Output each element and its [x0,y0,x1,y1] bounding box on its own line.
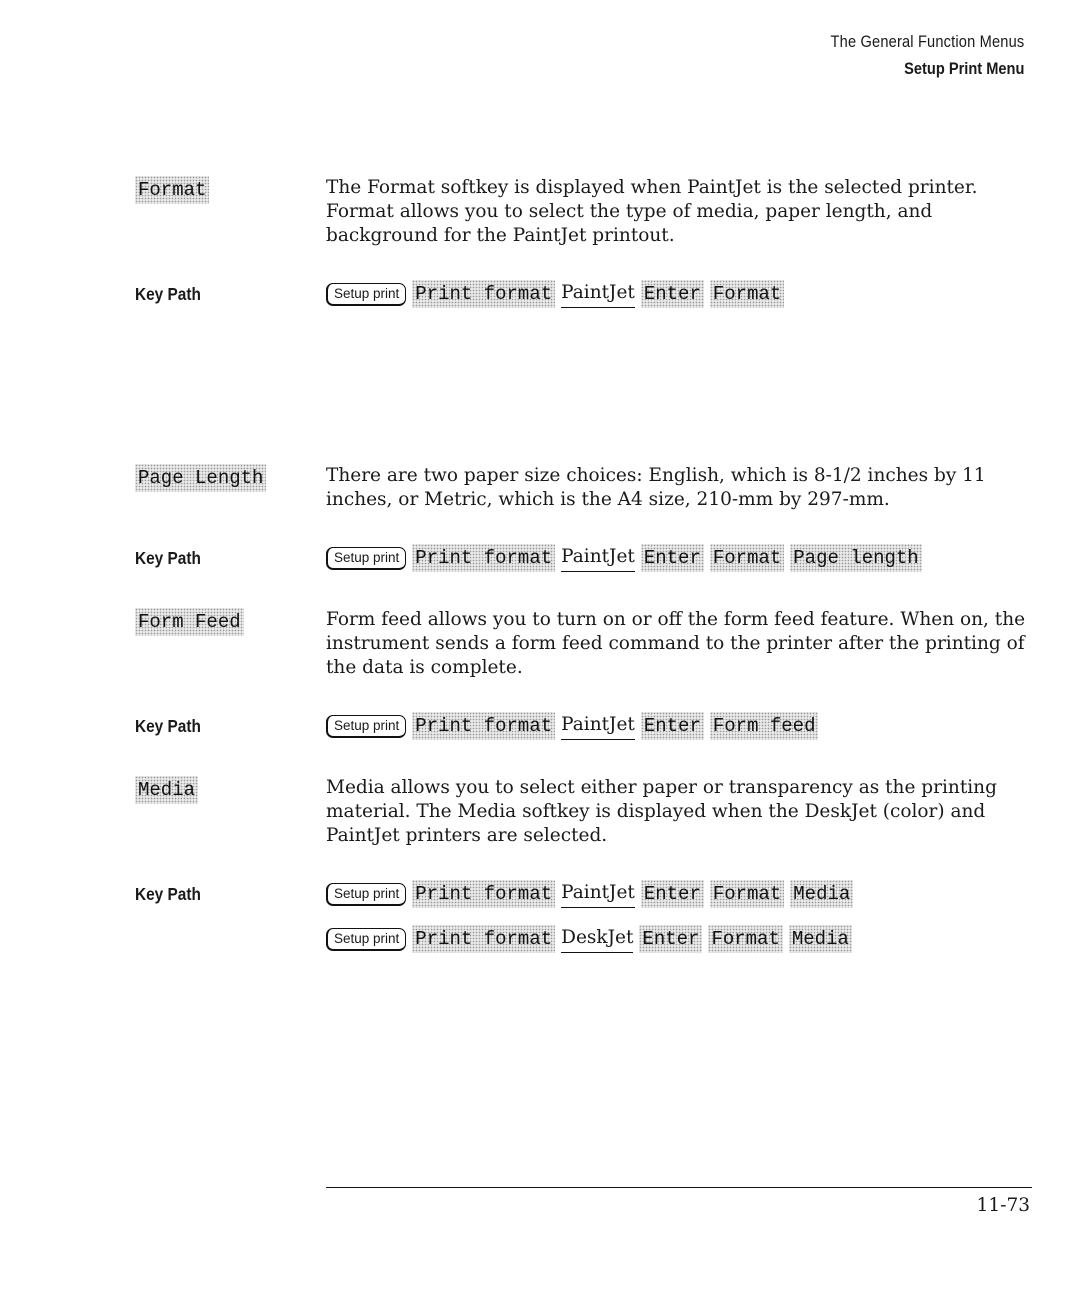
softkey[interactable]: Enter [639,925,702,953]
key-sequence [326,880,853,908]
softkey[interactable]: Enter [641,544,704,572]
softkey-term: Media [135,776,198,804]
softkey-term: Format [135,176,209,204]
softkey[interactable]: Format [710,280,784,308]
entry-description: Media allows you to select either paper or transparency as the printing material. The Media softkey is displayed when the DeskJet (color) and PaintJet printers are selected. [326,777,997,846]
softkey-term: Page Length [135,464,266,492]
hardkey[interactable]: Setup print [326,715,406,738]
printer-choice[interactable]: PaintJet [561,713,635,740]
key-path-label: Key Path [135,716,201,736]
softkey[interactable]: Page length [790,544,921,572]
hardkey[interactable]: Setup print [326,547,406,570]
softkey[interactable]: Print format [412,280,555,308]
hardkey[interactable]: Setup print [326,883,406,906]
softkey[interactable]: Enter [641,712,704,740]
softkey[interactable]: Print format [412,880,555,908]
key-sequence [326,712,818,740]
softkey[interactable]: Format [710,880,784,908]
printer-choice[interactable]: PaintJet [561,881,635,908]
softkey[interactable]: Enter [641,280,704,308]
printer-choice[interactable]: DeskJet [561,926,633,953]
page-number: 11-73 [976,1195,1030,1216]
running-header [799,32,1024,79]
key-sequence [326,280,784,308]
key-path-label: Key Path [135,884,201,904]
softkey[interactable]: Format [708,925,782,953]
key-path-label: Key Path [135,284,201,304]
menu-title: Setup Print Menu [903,59,1024,78]
softkey[interactable]: Format [710,544,784,572]
footer-divider [326,1187,1032,1188]
key-sequence [326,925,852,953]
softkey[interactable]: Print format [412,544,555,572]
entry-description: The Format softkey is displayed when PaintJet is the selected printer. Format allows you to select the type of media, paper length, and background for the PaintJet printout. [326,177,978,246]
printer-choice[interactable]: PaintJet [561,545,635,572]
section-title: The General Function Menus [830,32,1024,51]
softkey[interactable]: Print format [412,925,555,953]
softkey[interactable]: Media [790,880,853,908]
printer-choice[interactable]: PaintJet [561,281,635,308]
key-sequence [326,544,922,572]
softkey[interactable]: Form feed [710,712,819,740]
entry-description: Form feed allows you to turn on or off the form feed feature. When on, the instrument sends a form feed command to the printer after the printing of the data is complete. [326,609,1026,678]
hardkey[interactable]: Setup print [326,928,406,951]
softkey[interactable]: Enter [641,880,704,908]
hardkey[interactable]: Setup print [326,283,406,306]
key-path-label: Key Path [135,548,201,568]
softkey-term: Form Feed [135,608,244,636]
entry-description: There are two paper size choices: English, which is 8-1/2 inches by 11 inches, or Metric, which is the A4 size, 210-mm by 297-mm. [326,465,986,510]
softkey[interactable]: Media [789,925,852,953]
softkey[interactable]: Print format [412,712,555,740]
